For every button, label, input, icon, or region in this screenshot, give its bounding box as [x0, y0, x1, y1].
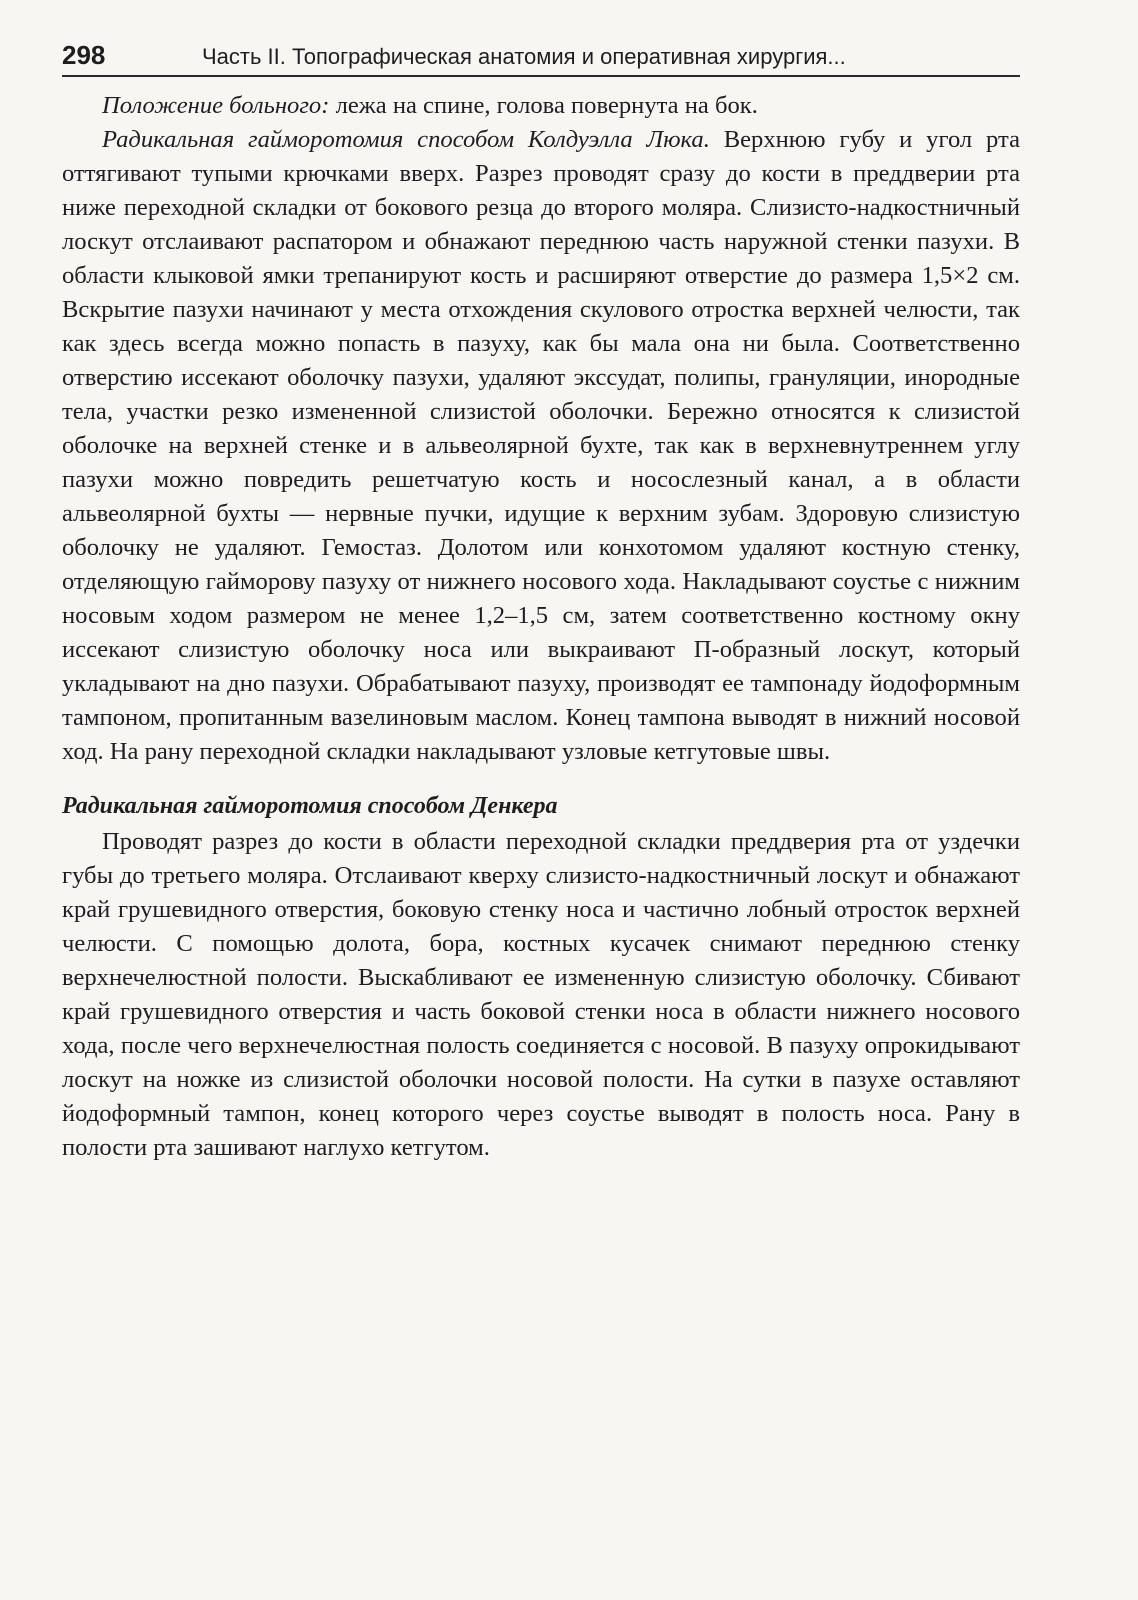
page-number: 298: [62, 40, 106, 70]
book-page: [62, 40, 1020, 1165]
running-title: Часть II. Топографическая анатомия и оперативная хирургия...: [202, 44, 846, 69]
denker-section-heading: Радикальная гайморотомия способом Денкера: [62, 793, 558, 819]
caldwell-luc-lead: Радикальная гайморотомия способом Колдуэлла Люка.: [102, 126, 710, 153]
caldwell-luc-text: Верхнюю губу и угол рта оттягивают тупыми крючками вверх. Разрез проводят сразу до кости в преддверии рта ниже переходной складки от бокового резца до второго моляра. Слизисто-надкостничный лоскут отслаивают распатором и обнажают переднюю часть наружной стенки пазухи. В области клыковой ямки трепанируют кость и расширяют отверстие до размера 1,5×2 см. Вскрытие пазухи начинают у места отхождения скулового отростка верхней челюсти, так как здесь всегда можно попасть в пазуху, как бы мала она ни была. Соответственно отверстию иссекают оболочку пазухи, удаляют экссудат, полипы, грануляции, инородные тела, участки резко измененной слизистой оболочки. Бережно относятся к слизистой оболочке на верхней стенке и в альвеолярной бухте, так как в верхневнутреннем углу пазухи можно повредить решетчатую кость и носослезный канал, а в области альвеолярной бухты — нервные пучки, идущие к верхним зубам. Здоровую слизистую оболочку не удаляют. Гемостаз. Долотом или конхотомом удаляют костную стенку, отделяющую гайморову пазуху от нижнего носового хода. Накладывают соустье с нижним носовым ходом размером не менее 1,2–1,5 см, затем соответственно костному окну иссекают слизистую оболочку носа или выкраивают П-образный лоскут, который укладывают на дно пазухи. Обрабатывают пазуху, производят ее тампонаду йодоформным тампоном, пропитанным вазелиновым маслом. Конец тампона выводят в нижний носовой ход. На рану переходной складки накладывают узловые кетгутовые швы.: [62, 126, 1020, 765]
running-head: [62, 40, 1020, 77]
patient-position-paragraph: [62, 89, 1020, 123]
denker-paragraph: Проводят разрез до кости в области переходной складки преддверия рта от уздечки губы до третьего моляра. Отслаивают кверху слизисто-надкостничный лоскут и обнажают край грушевидного отверстия, боковую стенку носа и частично лобный отросток верхней челюсти. С помощью долота, бора, костных кусачек снимают переднюю стенку верхнечелюстной полости. Выскабливают ее измененную слизистую оболочку. Сбивают край грушевидного отверстия и часть боковой стенки носа в области нижнего носового хода, после чего верхнечелюстная полость соединяется с носовой. В пазуху опрокидывают лоскут на ножке из слизистой оболочки носовой полости. На сутки в пазухе оставляют йодоформный тампон, конец которого через соустье выводят в полость носа. Рану в полости рта зашивают наглухо кетгутом.: [62, 828, 1020, 1161]
body-text: [62, 89, 1020, 1165]
patient-position-lead: Положение больного:: [102, 92, 330, 119]
patient-position-text: лежа на спине, голова повернута на бок.: [329, 92, 758, 119]
caldwell-luc-paragraph: [62, 123, 1020, 769]
